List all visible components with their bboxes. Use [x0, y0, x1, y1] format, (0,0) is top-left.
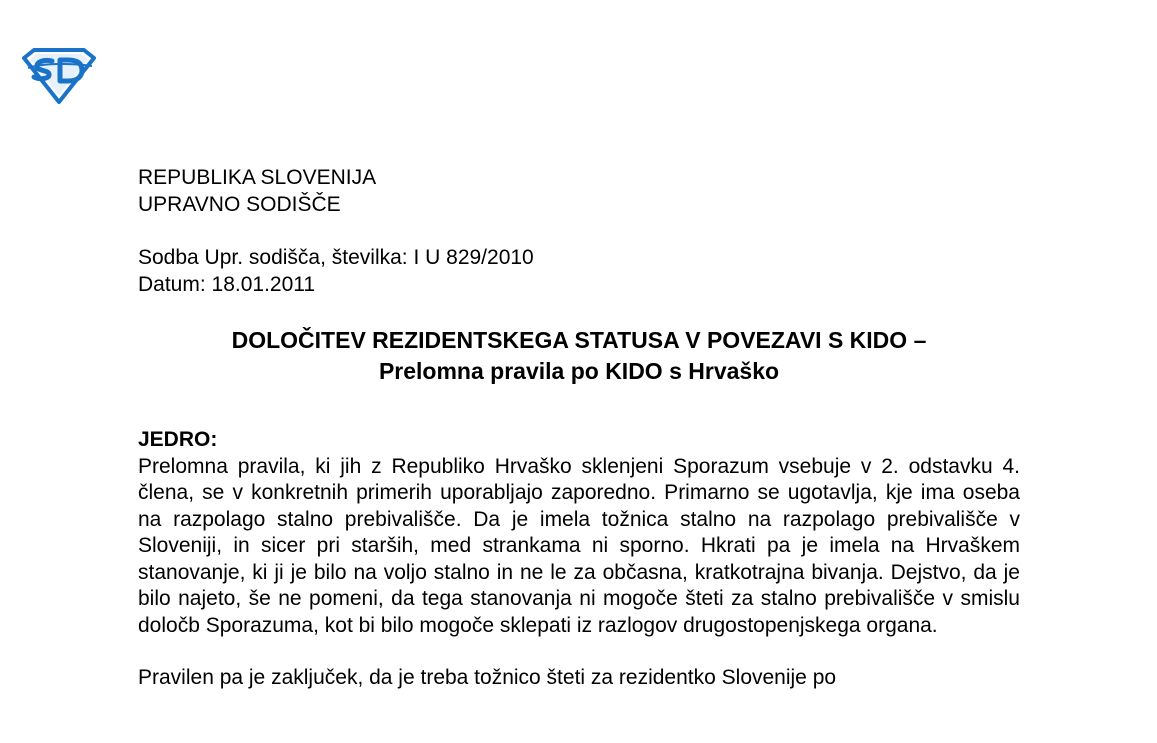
issuer-block — [138, 165, 1020, 218]
document-title — [138, 325, 1020, 387]
body-paragraph-1: Prelomna pravila, ki jih z Republiko Hrvaško sklenjeni Sporazum vsebuje v 2. odstavku 4. člena, se v konkretnih primerih uporabljajo zaporedno. Primarno se ugotavlja, kje ima oseba na razpolago stalno prebivališče. Da je imela tožnica stalno na razpolago prebivališče v Sloveniji, in sicer pri starših, med strankama ni sporno. Hkrati pa je imela na Hrvaškem stanovanje, ki ji je bilo na voljo stalno in ne le za občasna, kratkotrajna bivanja. Dejstvo, da je bilo najeto, še ne pomeni, da tega stanovanja ni mogoče šteti za stalno prebivališče v smislu določb Sporazuma, kot bi bilo mogoče sklepati iz razlogov drugostopenjskega organa. — [138, 454, 1020, 637]
body-paragraph-2: Pravilen pa je zaključek, da je treba tožnico šteti za rezidentko Slovenije po — [138, 666, 837, 689]
sd-logo-icon — [22, 48, 96, 104]
issuer-court: UPRAVNO SODIŠČE — [138, 192, 341, 216]
case-meta — [138, 245, 1020, 298]
title-line-1: DOLOČITEV REZIDENTSKEGA STATUSA V POVEZAVI S KIDO – — [231, 327, 927, 353]
issuer-country: REPUBLIKA SLOVENIJA — [138, 166, 377, 189]
case-date: Datum: 18.01.2011 — [138, 272, 316, 296]
title-line-2: Prelomna pravila po KIDO s Hrvaško — [378, 358, 780, 384]
section-heading: JEDRO: — [138, 428, 218, 451]
case-number: Sodba Upr. sodišča, številka: I U 829/2010 — [138, 246, 534, 269]
document-page — [138, 165, 1020, 692]
